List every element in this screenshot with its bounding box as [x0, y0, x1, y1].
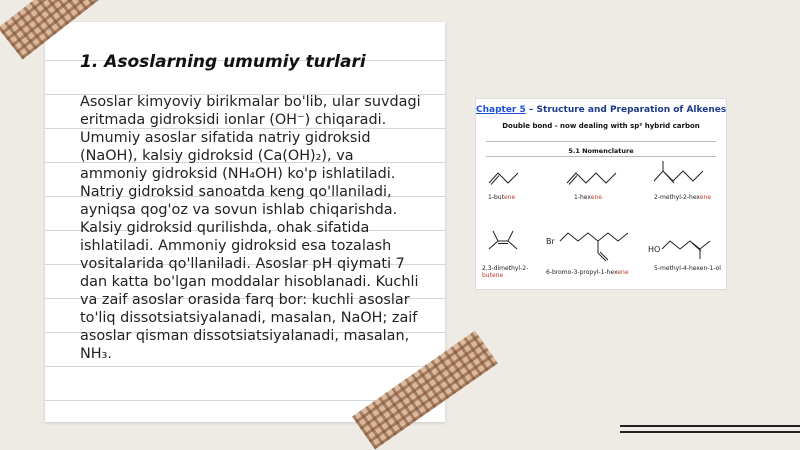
atom-label-ho: HO — [648, 245, 661, 254]
figure-subtitle: Double bond - now dealing with sp² hybrid carbon — [502, 122, 700, 130]
figure-divider — [486, 141, 716, 142]
molecule-label: 5-methyl-4-hexen-1-ol — [654, 265, 721, 272]
figure-chapter: Chapter 5 — [476, 105, 526, 115]
figure-title — [476, 105, 726, 115]
figure-divider — [486, 156, 716, 157]
molecule-1-butene — [486, 165, 526, 190]
molecule-label: 2-methyl-2-hexene — [654, 194, 711, 201]
molecule-label: 1-butene — [488, 194, 516, 201]
decorative-line — [620, 431, 800, 433]
molecule-2-methyl-2-hexene — [651, 159, 711, 191]
figure-section: 5.1 Nomenclature — [568, 147, 634, 155]
slide-heading: 1. Asoslarning umumiy turlari — [80, 52, 366, 72]
atom-label-br: Br — [546, 237, 555, 246]
molecule-label: 1-hexene — [574, 194, 602, 201]
figure-title-rest: – Structure and Preparation of Alkenes — [525, 105, 727, 115]
alkenes-figure — [475, 98, 727, 290]
decorative-line — [620, 425, 800, 427]
molecule-label: 6-bromo-3-propyl-1-hexene — [546, 269, 629, 276]
decorative-lines — [620, 425, 800, 437]
slide-paragraph: Asoslar kimyoviy birikmalar bo'lib, ular suvdagi eritmada gidroksidi ionlar (OH⁻) chiqaradi. Umumiy asoslar sifatida natriy gidroksid (NaOH), kalsiy gidroksid (Ca(OH)₂), va ammoniy gidroksid (NH₄OH) ko'p ishlatiladi. Natriy gidroksid sanoatda keng qo'llaniladi, ayniqsa qog'oz va sovun ishlab chiqarishda. Kalsiy gidroksid qurilishda, ohak sifatida ishlatiladi. Ammoniy gidroksid esa tozalash vositalarida qo'llaniladi. Asoslar pH qiymati 7 dan katta bo'lgan moddalar hisoblanadi. Kuchli va zaif asoslar orasida farq bor: kuchli asoslar to'liq dissotsiatsiyalanadi, masalan, NaOH; zaif asoslar qisman dissotsiatsiyalanadi, masalan, NH₃. — [80, 94, 421, 362]
molecule-label: 2,3-dimethyl-2- butene — [482, 265, 529, 279]
molecule-2-3-dimethyl-2-butene — [486, 227, 526, 259]
molecule-1-hexene — [564, 165, 624, 190]
molecule-5-methyl-4-hexen-1-ol — [648, 227, 720, 263]
molecule-6-bromo-3-propyl-1-hexene — [546, 227, 641, 267]
